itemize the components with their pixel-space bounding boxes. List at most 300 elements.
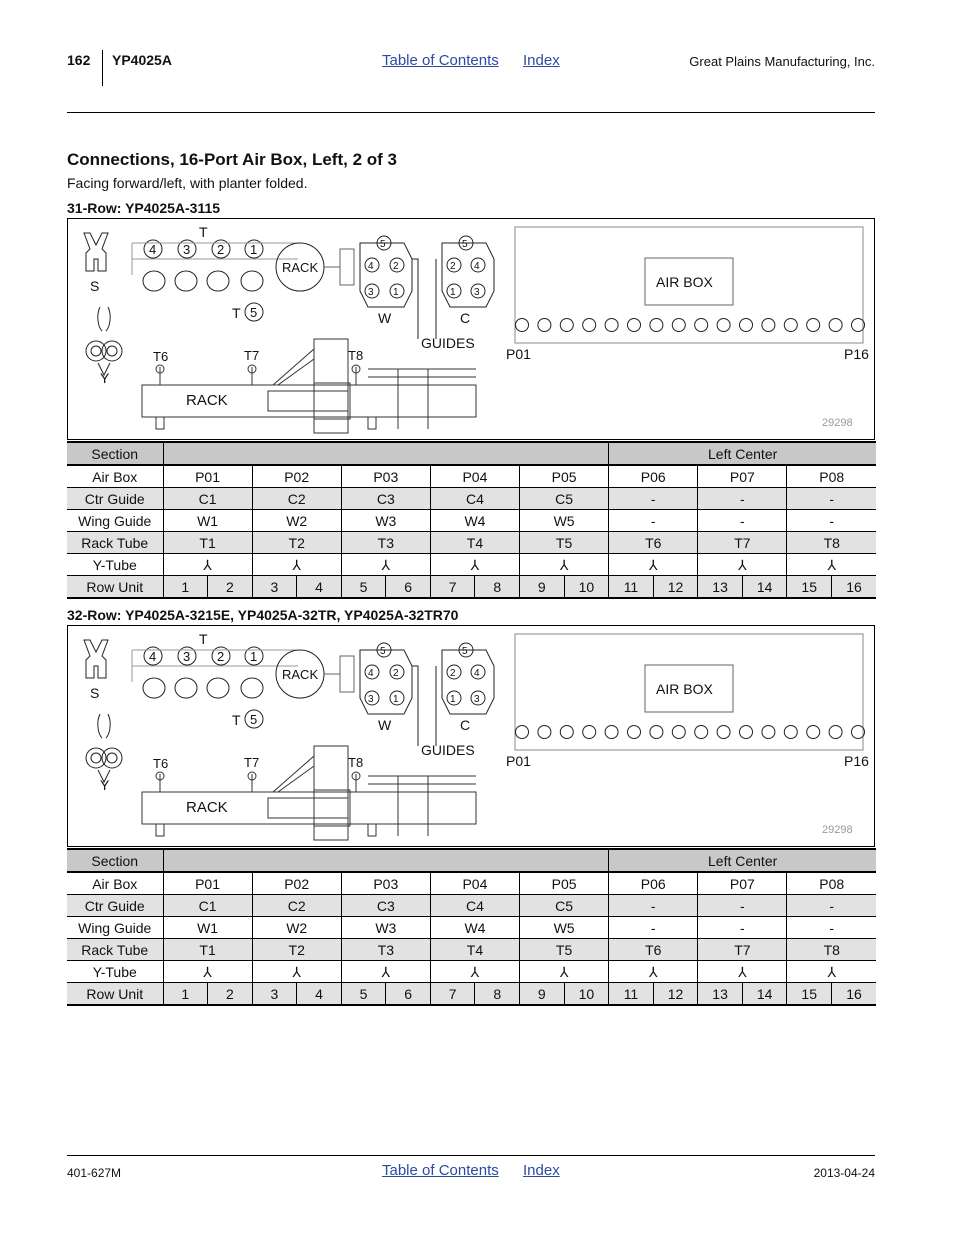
table-cell: T8 (787, 939, 876, 961)
air-box-port (829, 726, 842, 739)
figure-label: 1 (450, 287, 456, 298)
figure-label: 1 (393, 287, 399, 298)
rack-assembly (142, 339, 476, 433)
figure-label: 2 (217, 649, 225, 664)
air-box-port (717, 319, 730, 332)
row-label: Y-Tube (67, 961, 163, 983)
connection-diagram (67, 218, 875, 440)
figure-label: 5 (250, 712, 258, 727)
air-box-port (672, 319, 685, 332)
y-tube-icon: ⅄ (787, 554, 876, 576)
rack-assembly (142, 746, 476, 840)
figure-label: 5 (462, 239, 468, 250)
diagram-shape (368, 369, 476, 429)
figure-label: 1 (250, 649, 258, 664)
guides-label: GUIDES (421, 742, 475, 758)
figure-label: 5 (462, 646, 468, 657)
figure-label: 5 (250, 305, 258, 320)
table-cell: - (609, 895, 698, 917)
table-cell: C2 (252, 895, 341, 917)
diagram-shape (368, 417, 376, 429)
figure-label: RACK (282, 667, 319, 682)
table-cell: 9 (520, 983, 565, 1006)
figure-label: 5 (380, 239, 386, 250)
diagram-shape (91, 753, 101, 763)
table-cell: 1 (163, 983, 208, 1006)
table-cell: 6 (386, 983, 431, 1006)
diagram-shape (98, 714, 110, 738)
row-label: Air Box (67, 465, 163, 488)
rack-tube-outlets (143, 271, 263, 291)
row-label: Rack Tube (67, 939, 163, 961)
y-tube-icon: ⅄ (163, 554, 252, 576)
diagram-shape (98, 307, 110, 331)
table-cell: P04 (430, 872, 519, 895)
figure-label: 4 (368, 261, 374, 272)
table-cell: 10 (564, 576, 609, 599)
air-box-port (560, 319, 573, 332)
table-row (67, 983, 876, 1006)
table-cell: C1 (163, 488, 252, 510)
t5-label: T (232, 305, 241, 321)
table-cell: C3 (341, 895, 430, 917)
p16-label: P16 (844, 753, 869, 769)
figure-label: 5 (380, 646, 386, 657)
table-cell: 8 (475, 576, 520, 599)
table-row (67, 849, 876, 872)
y-tube-icon: ⅄ (163, 961, 252, 983)
diagram-shape (160, 774, 356, 792)
connection-table (67, 848, 876, 1006)
t6-label: T6 (153, 756, 169, 771)
table-cell: 11 (609, 983, 654, 1006)
table-cell: - (787, 917, 876, 939)
y-label: Y (100, 777, 110, 793)
table-cell: T4 (430, 532, 519, 554)
table-cell: T7 (698, 939, 787, 961)
diagram-shape (314, 790, 350, 826)
table-row (67, 510, 876, 532)
table-row (67, 917, 876, 939)
air-box-port (538, 726, 551, 739)
table-cell: T3 (341, 532, 430, 554)
diagram-shape (143, 678, 165, 698)
table-cell: W4 (430, 917, 519, 939)
air-box-port (605, 726, 618, 739)
table-heading-32-row: 32-Row: YP4025A-3215E, YP4025A-32TR, YP4025A-32TR70 (67, 607, 459, 623)
table-cell: 14 (742, 983, 787, 1006)
table-cell: 12 (653, 983, 698, 1006)
rack-hub (276, 243, 354, 291)
diagram-shape (91, 346, 101, 356)
row-label: Y-Tube (67, 554, 163, 576)
air-box-port (784, 726, 797, 739)
table-cell: T5 (520, 939, 609, 961)
table-cell: - (787, 510, 876, 532)
table-cell: 3 (252, 983, 297, 1006)
table-cell: P01 (163, 465, 252, 488)
table-cell (163, 849, 609, 872)
header-divider (102, 50, 103, 86)
table-cell: P06 (609, 872, 698, 895)
air-box-port (650, 319, 663, 332)
doc-number: 401-627M (67, 1166, 122, 1180)
figure-number: 29298 (822, 417, 853, 429)
diagram-shape (86, 341, 106, 361)
table-cell: 7 (430, 576, 475, 599)
table-row (67, 465, 876, 488)
air-box-port (784, 319, 797, 332)
table-row (67, 895, 876, 917)
row-label: Ctr Guide (67, 488, 163, 510)
table-cell: W5 (520, 917, 609, 939)
air-box-port (672, 726, 685, 739)
y-tube-icon: ⅄ (341, 961, 430, 983)
diagram-shape (175, 678, 197, 698)
figure-label: 3 (368, 694, 374, 705)
connection-table (67, 441, 876, 599)
connection-diagram (67, 625, 875, 847)
table-cell: - (609, 917, 698, 939)
page-number: 162 (67, 52, 91, 68)
diagram-shape (268, 798, 348, 818)
air-box-port (583, 726, 596, 739)
figure-label: 2 (393, 668, 399, 679)
w-label: W (378, 310, 392, 326)
y-tube-icon: ⅄ (252, 961, 341, 983)
table-cell: T5 (520, 532, 609, 554)
diagram-shape (314, 383, 350, 419)
table-cell: P02 (252, 872, 341, 895)
figure-label: 3 (474, 287, 480, 298)
company-name: Great Plains Manufacturing, Inc. (689, 54, 875, 69)
y-tube-icon (86, 714, 122, 782)
figure-label: RACK (282, 260, 319, 275)
rack-tube-outlets (143, 678, 263, 698)
table-cell: 1 (163, 576, 208, 599)
table-cell: W1 (163, 917, 252, 939)
air-box-port (807, 726, 820, 739)
row-label: Ctr Guide (67, 895, 163, 917)
figure-label: 2 (450, 261, 456, 272)
table-cell: W4 (430, 510, 519, 532)
section-left-center: Left Center (609, 442, 876, 465)
table-cell: C5 (520, 488, 609, 510)
table-cell: P08 (787, 465, 876, 488)
table-cell: P02 (252, 465, 341, 488)
t8-label: T8 (348, 348, 364, 363)
air-box-port (650, 726, 663, 739)
table-cell: T8 (787, 532, 876, 554)
table-cell: T6 (609, 939, 698, 961)
diagram-shape (84, 233, 108, 271)
row-label: Air Box (67, 872, 163, 895)
figure-label: AIR BOX (656, 681, 713, 697)
figure-number: 29298 (822, 824, 853, 836)
air-box-ports (516, 319, 865, 332)
y-tube-icon: ⅄ (698, 554, 787, 576)
figure-label: 3 (183, 242, 191, 257)
table-cell: 6 (386, 576, 431, 599)
diagram-shape (412, 666, 418, 746)
air-box-port (628, 726, 641, 739)
y-tube-icon: ⅄ (609, 961, 698, 983)
diagram-shape (143, 271, 165, 291)
air-box-port (538, 319, 551, 332)
toc-link[interactable]: Table of Contents (382, 1162, 499, 1179)
table-cell: - (609, 488, 698, 510)
diagram-shape (102, 748, 122, 768)
air-box-port (695, 726, 708, 739)
diagram-shape (324, 249, 354, 285)
section-left-center: Left Center (609, 849, 876, 872)
y-tube-icon: ⅄ (609, 554, 698, 576)
air-box-port (516, 726, 529, 739)
y-tube-icon: ⅄ (252, 554, 341, 576)
air-box-port (740, 319, 753, 332)
table-cell: C3 (341, 488, 430, 510)
figure-label: 4 (149, 242, 157, 257)
s-label: S (90, 278, 100, 294)
y-tube-icon: ⅄ (787, 961, 876, 983)
table-cell: - (698, 488, 787, 510)
air-box-port (717, 726, 730, 739)
s-tube-icon (84, 233, 108, 271)
table-cell: P06 (609, 465, 698, 488)
diagram-shape (84, 640, 108, 678)
table-cell: P03 (341, 872, 430, 895)
row-label: Section (67, 442, 163, 465)
t-label: T (199, 224, 208, 240)
t5-label: T (232, 712, 241, 728)
figure-label: 2 (393, 261, 399, 272)
figure-label: 4 (474, 261, 480, 272)
diagram-shape (175, 271, 197, 291)
y-tube-icon: ⅄ (520, 961, 609, 983)
table-cell: T7 (698, 532, 787, 554)
table-row (67, 532, 876, 554)
diagram-shape (368, 824, 376, 836)
air-box-port (762, 726, 775, 739)
c-label: C (460, 310, 471, 326)
air-box-port (560, 726, 573, 739)
diagram-shape (132, 650, 298, 682)
table-cell: 14 (742, 576, 787, 599)
table-cell: 16 (832, 983, 877, 1006)
model-name: YP4025A (112, 52, 172, 68)
rack-label: RACK (186, 392, 228, 409)
diagram-shape (160, 367, 356, 385)
diagram-shape (132, 243, 298, 275)
s-label: S (90, 685, 100, 701)
table-cell: 10 (564, 983, 609, 1006)
table-cell (163, 442, 609, 465)
figure-label: 4 (149, 649, 157, 664)
y-tube-icon: ⅄ (341, 554, 430, 576)
table-cell: T3 (341, 939, 430, 961)
air-box-port (516, 319, 529, 332)
y-tube-icon (86, 307, 122, 375)
diagram-shape (412, 259, 418, 339)
table-cell: 16 (832, 576, 877, 599)
table-row (67, 576, 876, 599)
diagram-shape (156, 824, 164, 836)
air-box (515, 634, 865, 750)
diagram-shape (86, 748, 106, 768)
air-box-port (740, 726, 753, 739)
diagram-shape (368, 776, 476, 836)
table-cell: - (698, 917, 787, 939)
guides-label: GUIDES (421, 335, 475, 351)
table-cell: C2 (252, 488, 341, 510)
doc-date: 2013-04-24 (813, 1166, 875, 1180)
figure-label: 4 (368, 668, 374, 679)
diagram-shape (324, 656, 354, 692)
section-title: Connections, 16-Port Air Box, Left, 2 of 3 (67, 150, 397, 169)
diagram-shape (241, 271, 263, 291)
table-cell: P01 (163, 872, 252, 895)
figure-label: 3 (183, 649, 191, 664)
table-cell: 9 (520, 576, 565, 599)
figure-label: 1 (393, 694, 399, 705)
table-cell: - (609, 510, 698, 532)
table-cell: P05 (520, 465, 609, 488)
table-cell: P07 (698, 465, 787, 488)
table-cell: P08 (787, 872, 876, 895)
row-label: Wing Guide (67, 917, 163, 939)
table-cell: T6 (609, 532, 698, 554)
diagram-shape (156, 417, 164, 429)
air-box (515, 227, 865, 343)
table-cell: W3 (341, 510, 430, 532)
air-box-port (762, 319, 775, 332)
p01-label: P01 (506, 753, 531, 769)
table-cell: T4 (430, 939, 519, 961)
table-row (67, 442, 876, 465)
table-cell: 13 (698, 576, 743, 599)
air-box-port (807, 319, 820, 332)
t6-label: T6 (153, 349, 169, 364)
table-cell: 11 (609, 576, 654, 599)
table-cell: 2 (208, 576, 253, 599)
table-cell: C4 (430, 488, 519, 510)
diagram-shape (102, 341, 122, 361)
table-cell: 5 (341, 576, 386, 599)
table-cell: W5 (520, 510, 609, 532)
footer-rule (67, 1155, 875, 1156)
table-row (67, 488, 876, 510)
table-row (67, 939, 876, 961)
toc-link[interactable]: Table of Contents (382, 52, 499, 69)
table-cell: T2 (252, 939, 341, 961)
figure-label: AIR BOX (656, 274, 713, 290)
index-link[interactable]: Index (523, 52, 560, 69)
index-link[interactable]: Index (523, 1162, 560, 1179)
diagram-shape (273, 756, 314, 792)
table-cell: 5 (341, 983, 386, 1006)
figure-label: 3 (368, 287, 374, 298)
y-label: Y (100, 370, 110, 386)
table-cell: 4 (297, 576, 342, 599)
diagram-shape (107, 346, 117, 356)
t-label: T (199, 631, 208, 647)
y-tube-icon: ⅄ (430, 554, 519, 576)
y-tube-icon: ⅄ (430, 961, 519, 983)
table-cell: 4 (297, 983, 342, 1006)
air-box-ports (516, 726, 865, 739)
table-cell: 3 (252, 576, 297, 599)
figure-label: 4 (474, 668, 480, 679)
table-cell: - (787, 895, 876, 917)
rack-label: RACK (186, 799, 228, 816)
table-cell: W3 (341, 917, 430, 939)
table-cell: 15 (787, 983, 832, 1006)
table-cell: T1 (163, 532, 252, 554)
row-label: Row Unit (67, 576, 163, 599)
figure-label: 1 (450, 694, 456, 705)
table-row (67, 961, 876, 983)
table-row (67, 872, 876, 895)
table-cell: 15 (787, 576, 832, 599)
table-cell: - (787, 488, 876, 510)
diagram-shape (207, 678, 229, 698)
rack-hub (276, 650, 354, 698)
w-label: W (378, 717, 392, 733)
table-cell: P07 (698, 872, 787, 895)
row-label: Row Unit (67, 983, 163, 1006)
table-cell: 2 (208, 983, 253, 1006)
diagram-shape (241, 678, 263, 698)
s-tube-icon (84, 640, 108, 678)
header-rule (67, 112, 875, 113)
table-cell: C1 (163, 895, 252, 917)
air-box-port (829, 319, 842, 332)
table-cell: T2 (252, 532, 341, 554)
air-box-port (583, 319, 596, 332)
t7-label: T7 (244, 348, 260, 363)
row-label: Rack Tube (67, 532, 163, 554)
row-label: Wing Guide (67, 510, 163, 532)
figure-label: 2 (450, 668, 456, 679)
y-tube-icon: ⅄ (520, 554, 609, 576)
table-cell: P03 (341, 465, 430, 488)
t8-label: T8 (348, 755, 364, 770)
table-cell: 7 (430, 983, 475, 1006)
figure-label: 1 (250, 242, 258, 257)
row-label: Section (67, 849, 163, 872)
c-label: C (460, 717, 471, 733)
air-box-port (605, 319, 618, 332)
table-cell: P04 (430, 465, 519, 488)
diagram-shape (107, 753, 117, 763)
y-tube-icon: ⅄ (698, 961, 787, 983)
figure-label: 3 (474, 694, 480, 705)
table-heading-31-row: 31-Row: YP4025A-3115 (67, 200, 221, 216)
figure-label: 2 (217, 242, 225, 257)
table-cell: - (698, 510, 787, 532)
table-cell: T1 (163, 939, 252, 961)
table-cell: C5 (520, 895, 609, 917)
table-cell: C4 (430, 895, 519, 917)
diagram-shape (273, 349, 314, 385)
table-cell: 12 (653, 576, 698, 599)
air-box-port (695, 319, 708, 332)
table-cell: P05 (520, 872, 609, 895)
table-cell: - (698, 895, 787, 917)
air-box-port (628, 319, 641, 332)
table-cell: 13 (698, 983, 743, 1006)
table-cell: W2 (252, 917, 341, 939)
